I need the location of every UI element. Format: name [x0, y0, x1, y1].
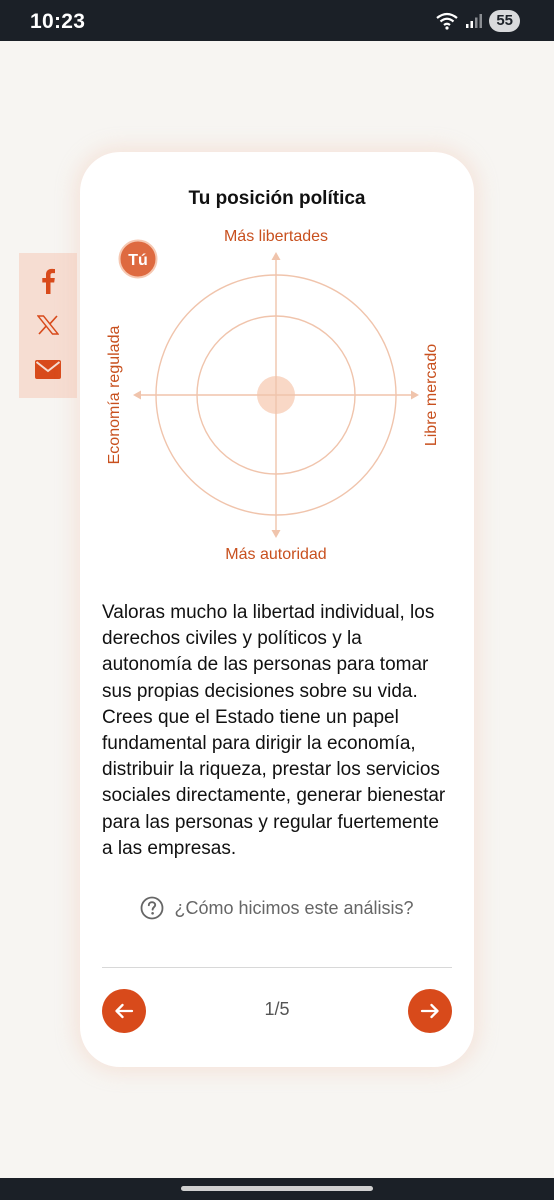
card-divider	[102, 967, 452, 968]
user-position-label: Tú	[128, 252, 148, 269]
result-description: Valoras mucho la libertad individual, los derechos civiles y políticos y la autonomía de las personas para tomar sus propias decisiones sobre su vida. Crees que el Estado tiene un papel fundamental para dirigir la economía, distribuir la riqueza, prestar los servicios sociales directamente, generar bienestar para las personas y regular fuertemente a las empresas.	[102, 602, 446, 859]
arrow-left	[133, 391, 141, 400]
political-position-card	[80, 152, 474, 1067]
compass-bottom-label: Más autoridad	[225, 546, 327, 563]
home-indicator[interactable]	[181, 1186, 373, 1191]
arrow-right-icon	[420, 1003, 440, 1019]
facebook-icon	[40, 268, 56, 294]
page-indicator: 1/5	[264, 999, 290, 1019]
battery-indicator: 55	[489, 10, 520, 32]
card-title: Tu posición política	[188, 188, 366, 209]
analysis-method-link[interactable]	[80, 896, 474, 920]
compass-top-label: Más libertades	[223, 228, 329, 245]
x-icon	[37, 315, 59, 335]
x-share-button[interactable]	[30, 307, 66, 343]
system-navigation-bar	[0, 1178, 554, 1200]
political-compass	[100, 222, 454, 567]
signal-icon	[465, 13, 483, 29]
compass-axes	[133, 252, 419, 538]
question-icon	[140, 896, 164, 920]
arrow-up	[272, 252, 281, 260]
wifi-icon	[435, 12, 459, 30]
mail-icon	[35, 360, 61, 379]
status-icons	[435, 10, 520, 32]
facebook-share-button[interactable]	[30, 263, 66, 299]
status-time: 10:23	[30, 10, 86, 33]
share-bar	[19, 253, 77, 398]
status-bar	[0, 0, 554, 41]
arrow-right	[411, 391, 419, 400]
email-share-button[interactable]	[30, 352, 66, 388]
next-button[interactable]	[408, 989, 452, 1033]
analysis-method-label: ¿Cómo hicimos este análisis?	[174, 897, 414, 918]
compass-left-label: Economía regulada	[106, 325, 123, 465]
compass-right-label: Libre mercado	[423, 343, 440, 447]
arrow-down	[272, 530, 281, 538]
user-position-marker	[120, 241, 157, 278]
